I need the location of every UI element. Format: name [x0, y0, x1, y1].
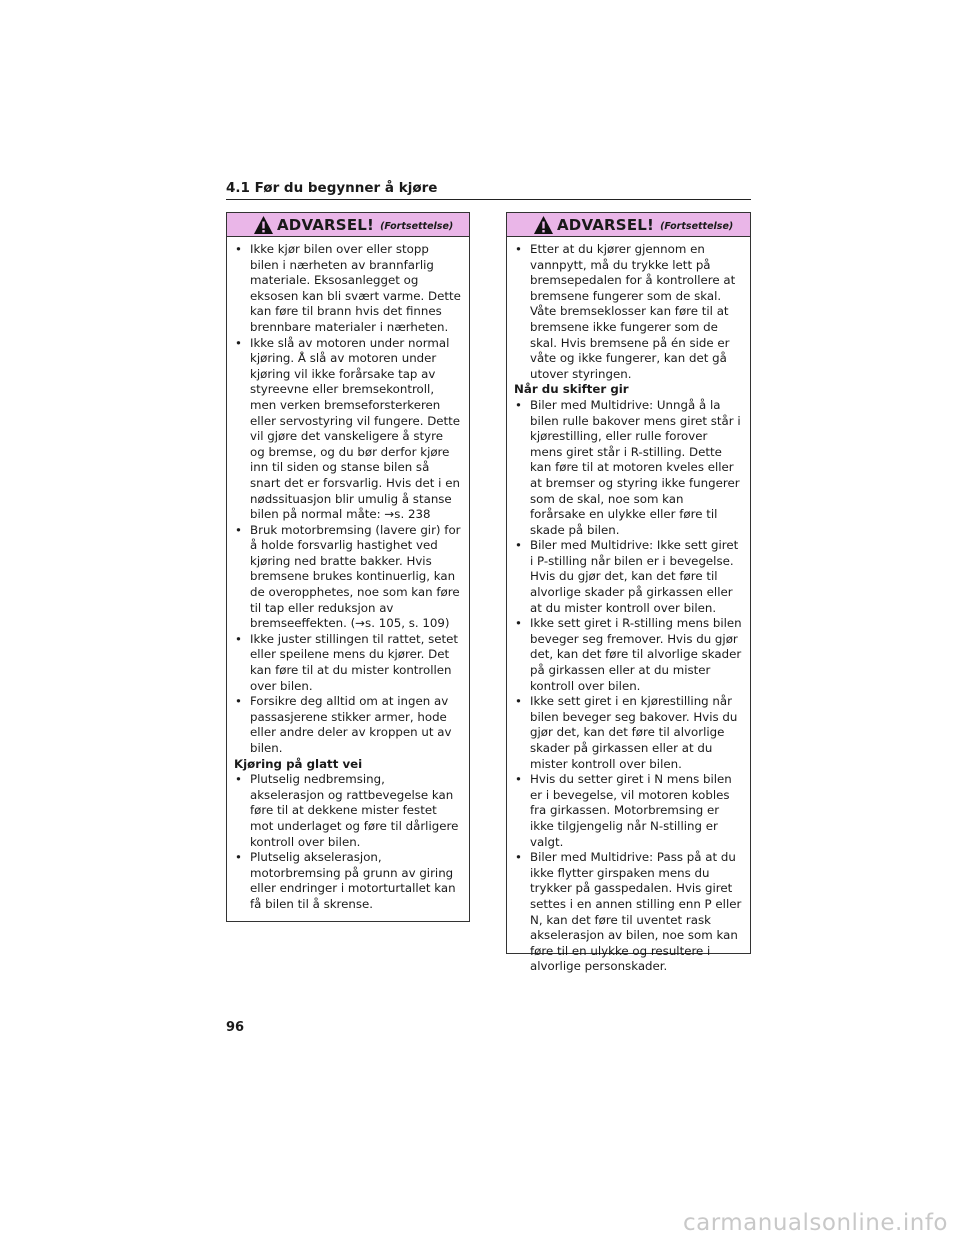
- warning-continued: (Fortsettelse): [660, 221, 734, 232]
- list-item: [514, 538, 742, 616]
- list-item-text: Plutselig nedbremsing, akselerasjon og rattbevegelse kan føre til at dekkene mister festet mot underlaget og føre til dårligere kontroll over bilen.: [250, 772, 459, 849]
- list-item-text: Forsikre deg alltid om at ingen av passasjerene stikker armer, hode eller andre deler av kroppen ut av bilen.: [250, 694, 452, 755]
- list-item: [234, 336, 461, 523]
- warning-word: ADVARSEL!: [557, 215, 655, 234]
- list-item: [234, 694, 461, 756]
- subheading: Kjøring på glatt vei: [234, 756, 363, 771]
- list-item-text: Biler med Multidrive: Ikke sett giret i P-stilling når bilen er i bevegelse. Hvis du gjør det, kan det føre til alvorlige skader på girkassen eller at du mister kontroll over bilen.: [530, 538, 739, 615]
- warning-box-right: [506, 212, 751, 974]
- list-item: [234, 772, 461, 850]
- list-item-text: Ikke slå av motoren under normal kjøring. Å slå av motoren under kjøring vil ikke forårsake tap av styreevne eller bremsekontroll, men verken bremseforsterkeren eller servostyring vil fungere. Dette vil gjøre det vanskeligere å styre og bremse, og du bør derfor kjøre inn til siden og stanse bilen så snart det er forsvarlig. Hvis det i en nødssituasjon blir umulig å stanse bilen på normal måte: →s. 238: [250, 335, 461, 522]
- list-item: [514, 242, 742, 382]
- list-item: [234, 242, 461, 336]
- warning-triangle-icon: [253, 215, 274, 235]
- list-item-text: Ikke sett giret i R-stilling mens bilen beveger seg fremover. Hvis du gjør det, kan det føre til alvorlige skader på girkassen eller at du mister kontroll over bilen.: [530, 616, 742, 693]
- list-item: [234, 850, 461, 912]
- page-number: 96: [226, 1020, 245, 1035]
- list-item-text: Biler med Multidrive: Pass på at du ikke flytter girspaken mens du trykker på gasspedalen. Hvis giret settes i en annen stilling enn P eller N, kan det føre til uventet rask akselerasjon av bilen, noe som kan føre til en ulykke og resultere i alvorlige personskader.: [530, 850, 742, 974]
- warning-box-left: [226, 212, 470, 922]
- warning-word: ADVARSEL!: [277, 215, 375, 234]
- section-title: 4.1 Før du begynner å kjøre: [226, 180, 438, 196]
- warning-header: [507, 213, 750, 237]
- list-item-text: Bruk motorbremsing (lavere gir) for å holde forsvarlig hastighet ved kjøring ned bratte bakker. Hvis bremsene brukes kontinuerlig, kan de overopphetes, noe som kan føre til tap eller reduksjon av bremseeffekten. (→s. 105, s. 109): [250, 522, 461, 631]
- list-item-text: Plutselig akselerasjon, motorbremsing på grunn av giring eller endringer i motorturtallet kan få bilen til å skrense.: [250, 850, 456, 911]
- bullet: •: [515, 616, 522, 631]
- bullet: •: [235, 694, 242, 709]
- list-item: [514, 398, 742, 538]
- watermark: carmanualsonline.info: [682, 1210, 948, 1236]
- section-divider: [226, 199, 751, 200]
- list-item-text: Ikke kjør bilen over eller stopp bilen i nærheten av brannfarlig materiale. Eksosanlegget og eksosen kan bli svært varme. Dette kan føre til brann hvis det finnes brennbare materialer i nærheten.: [250, 242, 461, 334]
- bullet: •: [515, 772, 522, 787]
- warning-continued: (Fortsettelse): [380, 221, 454, 232]
- bullet: •: [515, 538, 522, 553]
- subheading: Når du skifter gir: [514, 382, 629, 397]
- list-item-text: Biler med Multidrive: Unngå å la bilen rulle bakover mens giret står i kjørestilling, eller rulle forover mens giret står i R-stilling. Dette kan føre til at motoren kveles eller at bremser og styring ikke fungerer som de skal, noe som kan forårsake en ulykke eller føre til skade på bilen.: [530, 397, 741, 537]
- list-item: [514, 850, 742, 975]
- list-item: [234, 523, 461, 632]
- list-item: [514, 616, 742, 694]
- bullet: •: [515, 397, 522, 412]
- warning-triangle-icon: [533, 215, 554, 235]
- list-item: [514, 772, 742, 850]
- bullet: •: [235, 850, 242, 865]
- list-item: [234, 632, 461, 694]
- bullet: •: [515, 242, 522, 256]
- bullet: •: [235, 631, 242, 646]
- bullet: •: [515, 694, 522, 709]
- warning-body: [507, 237, 750, 975]
- warning-header: [227, 213, 469, 237]
- list-item-text: Ikke juster stillingen til rattet, setet eller speilene mens du kjører. Det kan føre til at du mister kontrollen over bilen.: [250, 631, 459, 693]
- bullet: •: [235, 522, 242, 537]
- list-item-text: Ikke sett giret i en kjørestilling når bilen beveger seg bakover. Hvis du gjør det, kan det føre til alvorlige skader på girkassen eller at du mister kontroll over bilen.: [530, 694, 738, 771]
- list-item: [514, 694, 742, 772]
- bullet: •: [235, 242, 242, 256]
- bullet: •: [235, 772, 242, 787]
- bullet: •: [235, 335, 242, 350]
- warning-body: [227, 237, 469, 913]
- list-item-text: Etter at du kjører gjennom en vannpytt, må du trykke lett på bremsepedalen for å kontrollere at bremsene fungerer som de skal. Våte bremseklosser kan føre til at bremsene ikke fungerer som de skal. Hvis bremsene på én side er våte og ikke fungerer, kan det gå utover styringen.: [530, 242, 736, 381]
- list-item-text: Hvis du setter giret i N mens bilen er i bevegelse, vil motoren kobles fra girkassen. Motorbremsing er ikke tilgjengelig når N-stilling er valgt.: [530, 772, 732, 849]
- bullet: •: [515, 850, 522, 865]
